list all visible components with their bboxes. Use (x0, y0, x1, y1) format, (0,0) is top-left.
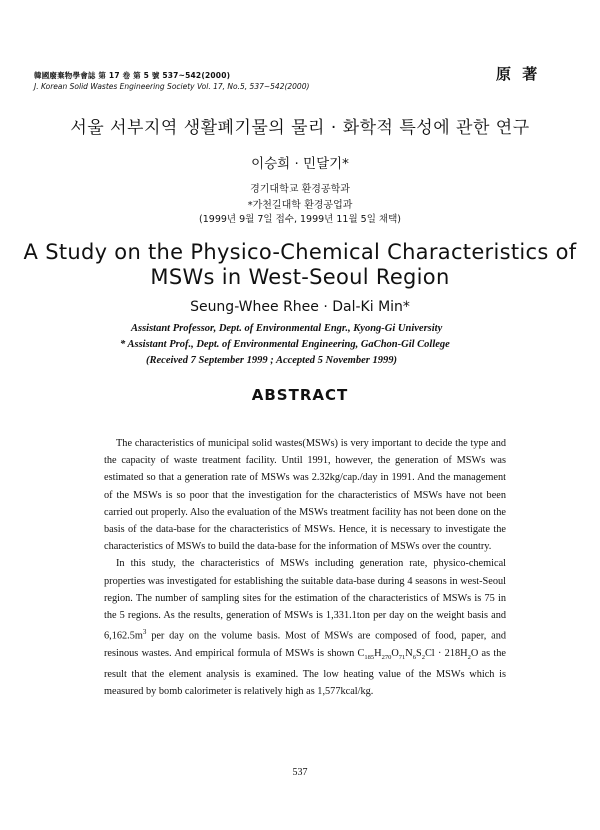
english-affiliation-2: * Assistant Prof., Dept. of Environmental Engineering, GaChon-Gil College (120, 339, 450, 350)
english-title-line-1: A Study on the Physico-Chemical Characteristics of (23, 240, 577, 264)
page-number: 537 (292, 767, 308, 778)
abstract-paragraph-1: The characteristics of municipal solid wastes(MSWs) is very important to decide the type and the capacity of waste treatment facility. Until 1991, however, the generation of MSWs was estimated so that a generation rate of MSWs was 2.32kg/cap./day in 1991. And the management of the MSWs is so poor that the investigation for the characteristics of MSWs have not been carried out properly. Also the evaluation of the MSWs treatment facility has not been done on the basis of the data-base for the characteristics of MSWs. Hence, it is necessary to investigate the characteristics of MSWs to build the data-base for the information of MSWs over the country. (104, 438, 506, 553)
abstract-p2-text-a: In this study, the characteristics of MSWs including generation rate, physico-chemical properties was investigated for establishing the suitable data-base during 4 seasons in west-Seoul region. The number of sampling sites for the estimation of the characteristics of MSWs is 75 in the 5 regions. As the results, generation of MSWs is 1,331.1ton per day on the weight basis and 6,162.5m (104, 558, 506, 642)
abstract-heading: ABSTRACT (251, 386, 349, 404)
formula-sub-n: 6 (412, 653, 416, 661)
journal-header-english: J. Korean Solid Wastes Engineering Society Vol. 17, No.5, 537~542(2000) (34, 82, 310, 91)
korean-authors: 이승희 · 민달기* (251, 156, 349, 172)
formula-n: N (405, 647, 413, 659)
english-title-line-2: MSWs in West-Seoul Region (150, 265, 450, 289)
abstract-p2-text-c: O as the result that the element analysis is examined. The low heating value of the MSWs which is measured by bomb calorimeter is relatively high as 1,577kcal/kg. (104, 647, 506, 698)
journal-header-korean: 韓國廢棄物學會誌 第 17 卷 第 5 號 537~542(2000) (34, 71, 231, 80)
korean-title: 서울 서부지역 생활폐기물의 물리 · 화학적 특성에 관한 연구 (70, 118, 530, 138)
english-affiliation-1: Assistant Professor, Dept. of Environmental Engr., Kyong-Gi University (131, 323, 443, 334)
korean-affiliation-2: *가천길대학 환경공업과 (247, 200, 353, 211)
korean-affiliation-1: 경기대학교 환경공학과 (250, 184, 350, 195)
english-authors: Seung-Whee Rhee · Dal-Ki Min* (190, 299, 410, 315)
formula-sub-h2: 2 (467, 653, 471, 661)
article-type-badge: 原 著 (496, 65, 541, 83)
formula-sub-c: 185 (364, 653, 375, 661)
abstract-p2-text-b: per day on the volume basis. Most of MSWs are composed of food, paper, and resinous wastes. And empirical formula of MSWs is shown C (104, 630, 506, 659)
english-received-date: (Received 7 September 1999 ; Accepted 5 November 1999) (146, 355, 397, 366)
formula-s: S (415, 647, 422, 659)
formula-sub-h: 270 (381, 653, 392, 661)
abstract-body (104, 435, 506, 701)
formula-sub-s: 2 (421, 653, 425, 661)
volume-unit-superscript: 3 (142, 628, 147, 637)
formula-o: O (391, 647, 399, 659)
formula-sub-o: 71 (398, 653, 406, 661)
abstract-paragraph-2 (104, 555, 506, 700)
formula-h: H (374, 647, 382, 659)
formula-cl: Cl · 218H (424, 647, 468, 659)
korean-received-date: (1999년 9월 7일 접수, 1999년 11월 5일 채택) (199, 214, 401, 225)
